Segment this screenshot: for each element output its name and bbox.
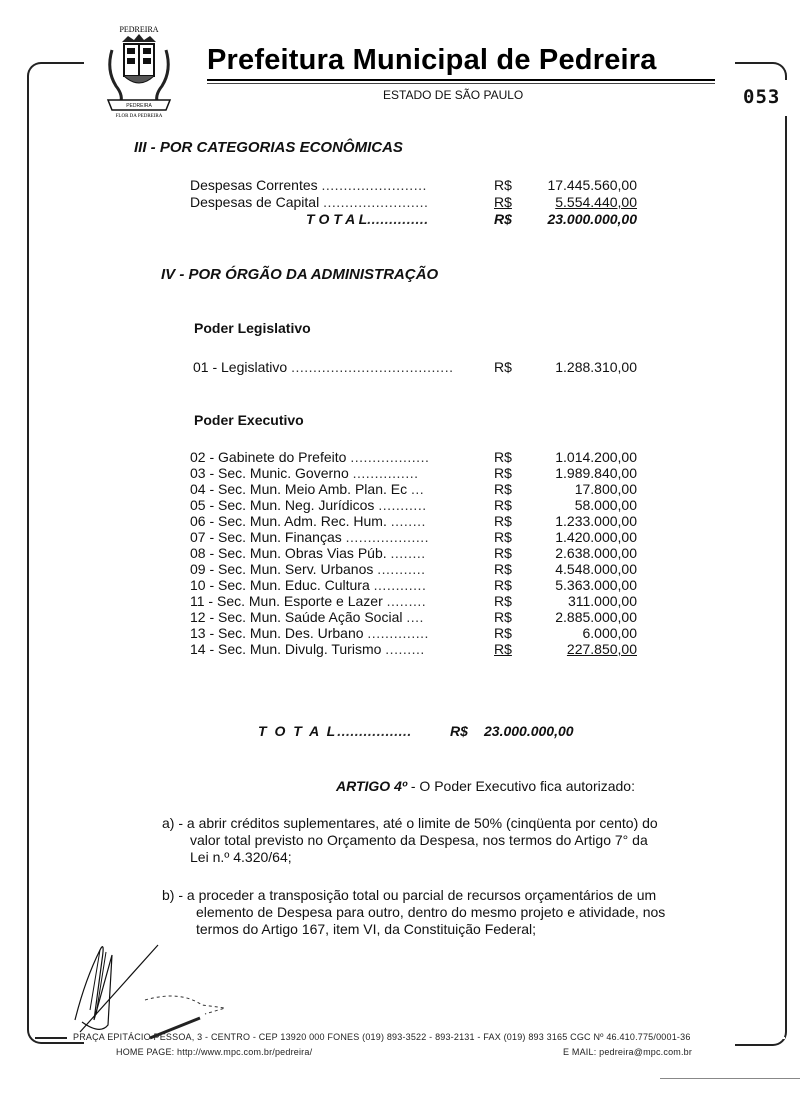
total-row (190, 211, 637, 228)
artigo-label: ARTIGO 4º (336, 778, 407, 794)
table-row (190, 561, 637, 578)
row-label: 07 - Sec. Mun. Finanças ................... (190, 529, 430, 545)
table-row (190, 497, 637, 514)
row-amount: 1.420.000,00 (555, 529, 637, 545)
bottom-scan-line (660, 1078, 800, 1079)
row-amount: 2.885.000,00 (555, 609, 637, 625)
item-line: a abrir créditos suplementares, até o limite de 50% (cinqüenta por cento) do (186, 815, 658, 831)
row-currency: R$ (494, 609, 512, 625)
page-title: Prefeitura Municipal de Pedreira (207, 44, 657, 76)
table-row (190, 465, 637, 482)
row-amount: 2.638.000,00 (555, 545, 637, 561)
row-amount: 1.014.200,00 (555, 449, 637, 465)
row-label: 04 - Sec. Mun. Meio Amb. Plan. Ec ... (190, 481, 425, 497)
row-currency: R$ (494, 529, 512, 545)
table-row (190, 194, 637, 211)
row-amount: 5.363.000,00 (555, 577, 637, 593)
row-currency: R$ (494, 513, 512, 529)
row-currency: R$ (494, 449, 512, 465)
row-amount: 227.850,00 (566, 641, 637, 657)
row-label: 06 - Sec. Mun. Adm. Rec. Hum. ........ (190, 513, 426, 529)
row-label: 13 - Sec. Mun. Des. Urbano .............. (190, 625, 429, 641)
table-row (190, 513, 637, 530)
artigo-4-intro (336, 778, 635, 795)
row-currency: R$ (494, 625, 512, 641)
row-label: 02 - Gabinete do Prefeito .................. (190, 449, 430, 465)
row-label: 12 - Sec. Mun. Saúde Ação Social .... (190, 609, 424, 625)
row-currency: R$ (494, 641, 512, 657)
row-label: 08 - Sec. Mun. Obras Vias Púb. ........ (190, 545, 426, 561)
item-marker: b) - (162, 887, 183, 903)
item-line: Lei n.º 4.320/64; (190, 849, 292, 865)
municipal-crest-icon (100, 20, 178, 120)
svg-text:PEDREIRA: PEDREIRA (126, 103, 152, 109)
item-line: termos do Artigo 167, item VI, da Constituição Federal; (196, 921, 537, 937)
subheading-executivo: Poder Executivo (194, 412, 304, 428)
row-currency: R$ (494, 481, 512, 497)
total-label: T O T A L.............. (306, 211, 429, 227)
item-marker: a) - (162, 815, 183, 831)
row-label: Despesas Correntes ........................ (190, 177, 427, 193)
table-row (190, 593, 637, 610)
title-underline-secondary (207, 83, 715, 84)
footer-email[interactable]: E MAIL: pedreira@mpc.com.br (563, 1047, 693, 1057)
grand-total-amount: 23.000.000,00 (484, 723, 574, 739)
page-border-left (27, 62, 84, 1044)
row-label: 05 - Sec. Mun. Neg. Jurídicos ........... (190, 497, 427, 513)
total-amount: 23.000.000,00 (547, 211, 637, 227)
table-row (190, 641, 637, 658)
section-heading-categorias: III - POR CATEGORIAS ECONÔMICAS (134, 139, 403, 156)
crest-motto: FLOR DA PEDREIRA (115, 114, 163, 119)
row-label: 01 - Legislativo ..................................... (193, 359, 454, 375)
artigo-item-b (162, 887, 762, 938)
row-currency: R$ (494, 194, 512, 210)
row-label: 03 - Sec. Munic. Governo ............... (190, 465, 419, 481)
footer-rule-left (35, 1037, 67, 1039)
page-subtitle: ESTADO DE SÃO PAULO (383, 88, 524, 102)
item-line: valor total previsto no Orçamento da Despesa, nos termos do Artigo 7° da (190, 832, 648, 848)
row-currency: R$ (494, 497, 512, 513)
row-currency: R$ (494, 465, 512, 481)
row-currency: R$ (494, 359, 512, 375)
row-amount: 1.233.000,00 (555, 513, 637, 529)
row-amount: 5.554.440,00 (555, 194, 637, 210)
subheading-legislativo: Poder Legislativo (194, 320, 311, 336)
grand-total-label: T O T A L................. (258, 723, 412, 739)
page-number: 053 (743, 86, 781, 108)
row-currency: R$ (494, 545, 512, 561)
total-currency: R$ (494, 211, 512, 227)
row-currency: R$ (494, 177, 512, 193)
row-currency: R$ (494, 593, 512, 609)
row-amount: 58.000,00 (574, 497, 637, 513)
footer-homepage[interactable]: HOME PAGE: http://www.mpc.com.br/pedreira/ (116, 1047, 313, 1057)
row-amount: 4.548.000,00 (555, 561, 637, 577)
table-row (193, 359, 637, 376)
title-underline (207, 79, 715, 81)
table-row (190, 449, 637, 466)
row-label: 11 - Sec. Mun. Esporte e Lazer ......... (190, 593, 427, 609)
table-row (190, 609, 637, 626)
section-heading-orgao: IV - POR ÓRGÃO DA ADMINISTRAÇÃO (161, 266, 439, 283)
row-label: 10 - Sec. Mun. Educ. Cultura ............ (190, 577, 427, 593)
artigo-item-a (162, 815, 762, 866)
row-currency: R$ (494, 577, 512, 593)
footer-rule-gap (765, 1037, 785, 1039)
table-row (190, 545, 637, 562)
row-amount: 311.000,00 (567, 593, 637, 609)
row-amount: 6.000,00 (582, 625, 637, 641)
footer-address: PRAÇA EPITÁCIO PESSOA, 3 - CENTRO - CEP 13920 000 FONES (019) 893-3522 - 893-2131 - FAX (019) 893 3165 CGC Nº 46.410.775/0001-36 (73, 1032, 691, 1042)
row-label: Despesas de Capital ........................ (190, 194, 429, 210)
row-label: 14 - Sec. Mun. Divulg. Turismo ......... (190, 641, 425, 657)
table-row (190, 625, 637, 642)
item-line: elemento de Despesa para outro, dentro do mesmo projeto e atividade, nos (196, 904, 666, 920)
table-row (190, 577, 637, 594)
table-row (190, 481, 637, 498)
table-row (190, 177, 637, 194)
item-line: a proceder a transposição total ou parcial de recursos orçamentários de um (186, 887, 657, 903)
table-row (190, 529, 637, 546)
row-amount: 17.800,00 (574, 481, 637, 497)
row-label: 09 - Sec. Mun. Serv. Urbanos ........... (190, 561, 426, 577)
row-amount: 1.288.310,00 (555, 359, 637, 375)
artigo-text: - O Poder Executivo fica autorizado: (406, 778, 635, 794)
row-currency: R$ (494, 561, 512, 577)
row-amount: 1.989.840,00 (555, 465, 637, 481)
crest-label: PEDREIRA (119, 25, 159, 34)
grand-total-currency: R$ (450, 723, 468, 739)
row-amount: 17.445.560,00 (547, 177, 637, 193)
